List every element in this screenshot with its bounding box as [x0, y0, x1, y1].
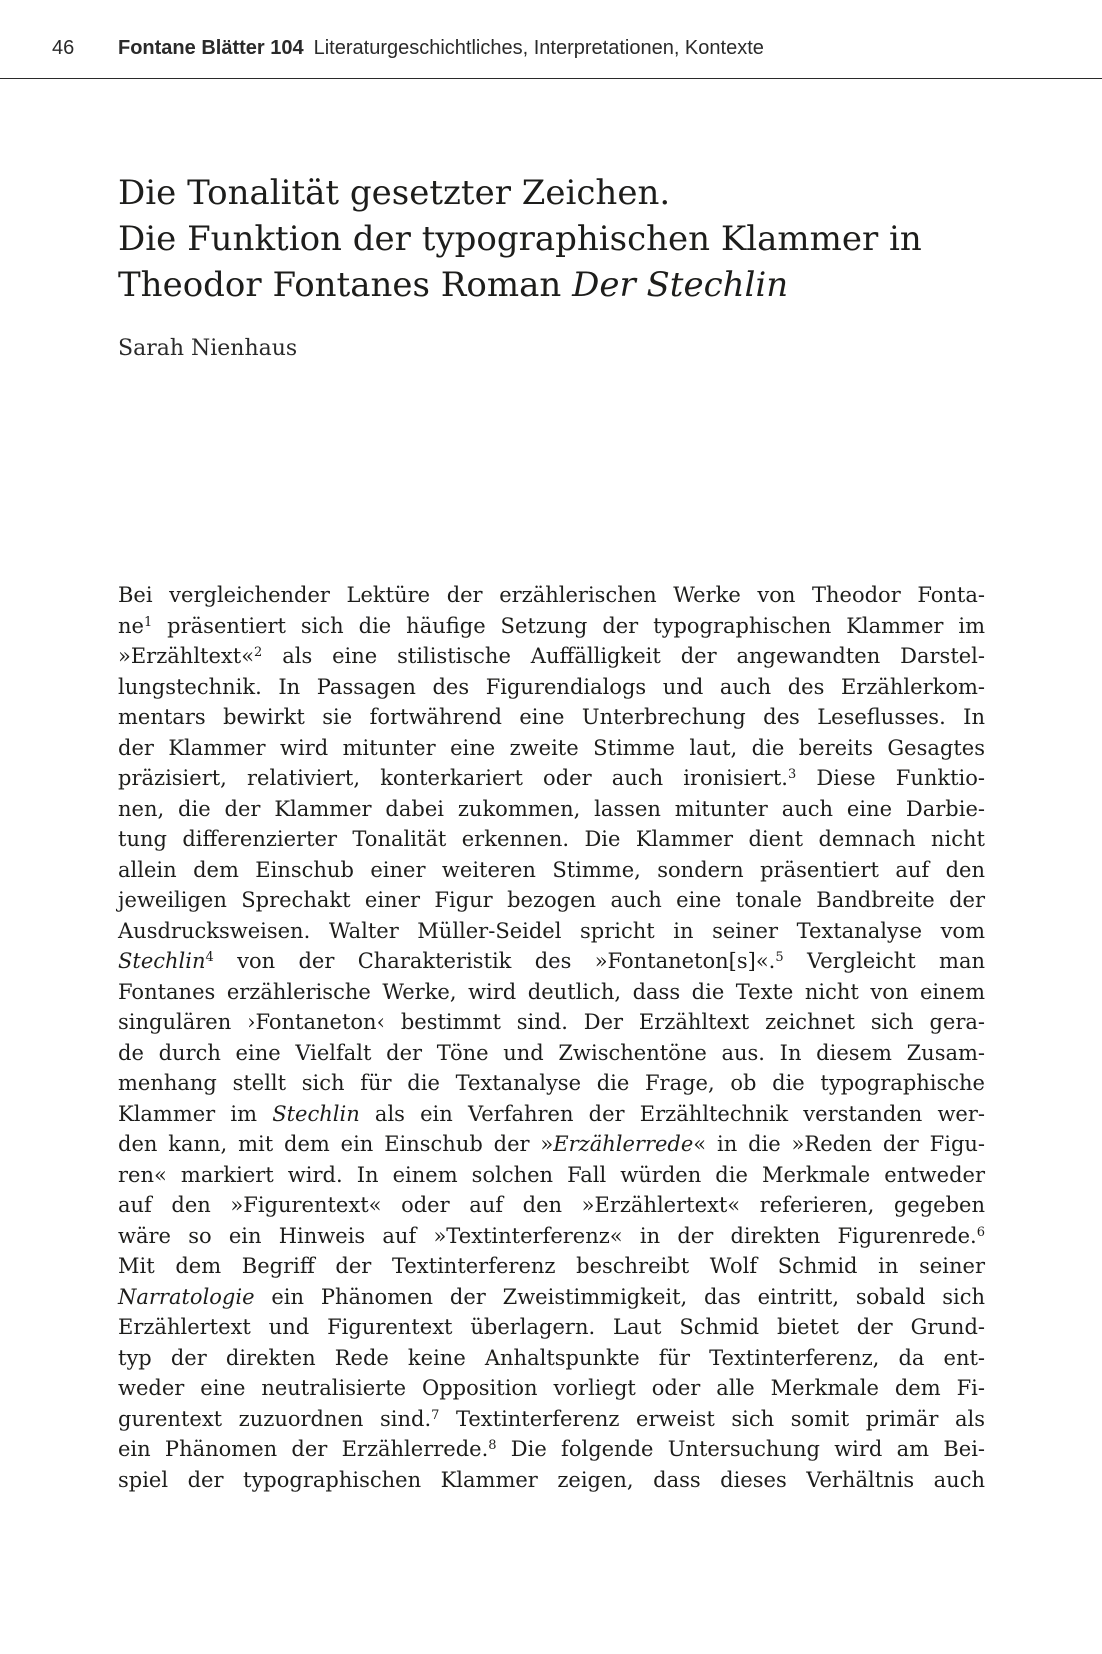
- text-span: ren« markiert wird. In einem solchen Fall würden die Merkmale entweder: [118, 1162, 985, 1187]
- text-line: [118, 1221, 985, 1252]
- footnote-ref: 7: [431, 1407, 440, 1423]
- text-line: [118, 1129, 985, 1160]
- author-name: Sarah Nienhaus: [118, 336, 298, 361]
- text-line: [118, 824, 985, 855]
- text-span: tung differenzierter Tonalität erkennen. Die Klammer dient demnach nicht: [118, 827, 985, 851]
- text-span: als eine stilistische Auffälligkeit der angewandten Darstel-: [262, 644, 985, 668]
- journal-title: [118, 37, 764, 60]
- text-line: [118, 794, 985, 825]
- title-line-3: [118, 262, 998, 308]
- text-span: ein Phänomen der Zweistimmigkeit, das eintritt, sobald sich: [254, 1284, 985, 1309]
- text-span: singulären ›Fontaneton‹ bestimmt sind. Der Erzähltext zeichnet sich gera-: [118, 1010, 985, 1034]
- text-line: [118, 885, 985, 916]
- text-span: präsentiert sich die häufige Setzung der typographischen Klammer im: [152, 613, 985, 638]
- italic-work-title: Narratologie: [118, 1284, 255, 1309]
- footnote-ref: 8: [488, 1438, 497, 1453]
- text-span: auf den »Figurentext« oder auf den »Erzählertext« referieren, gegeben: [118, 1193, 985, 1217]
- text-span: ne: [118, 613, 144, 638]
- text-span: präzisiert, relativiert, konterkariert oder auch ironisiert.: [118, 766, 788, 790]
- footnote-ref: 4: [205, 950, 214, 965]
- text-line: [118, 1068, 985, 1099]
- title-line-3-text: Theodor Fontanes Roman: [118, 265, 573, 305]
- text-line: [118, 1099, 985, 1130]
- text-span: lungstechnik. In Passagen des Figurendialogs und auch des Erzählerkom-: [118, 674, 985, 699]
- article-title: [118, 170, 998, 308]
- text-span: menhang stellt sich für die Textanalyse die Frage, ob die typographische: [118, 1071, 985, 1095]
- text-line: [118, 1282, 985, 1313]
- text-span: ein Phänomen der Erzählerrede.: [118, 1437, 489, 1461]
- text-span: spiel der typographischen Klammer zeigen, dass dieses Verhältnis auch: [118, 1467, 985, 1492]
- text-line: [118, 733, 985, 764]
- text-line: [118, 916, 985, 947]
- footnote-ref: 6: [976, 1224, 985, 1240]
- text-line: [118, 977, 985, 1008]
- text-line: [118, 1343, 985, 1374]
- text-span: als ein Verfahren der Erzähltechnik verstanden wer-: [359, 1101, 985, 1126]
- text-span: « in die »Reden der Figu-: [693, 1132, 986, 1156]
- footnote-ref: 2: [254, 645, 263, 660]
- text-line: [118, 946, 985, 977]
- italic-work-title: Stechlin: [272, 1101, 360, 1126]
- text-span: Fontanes erzählerische Werke, wird deutlich, dass die Texte nicht von einem: [118, 979, 985, 1004]
- text-span: »Erzähltext«: [118, 644, 255, 668]
- text-span: nen, die der Klammer dabei zukommen, lassen mitunter auch eine Darbie-: [118, 796, 985, 821]
- title-line-2: Die Funktion der typographischen Klammer in: [118, 219, 922, 259]
- text-span: den kann, mit dem ein Einschub der »: [118, 1132, 554, 1156]
- text-line: [118, 1404, 985, 1435]
- text-span: typ der direkten Rede keine Anhaltspunkte für Textinterferenz, da ent-: [118, 1345, 985, 1370]
- text-span: Diese Funktio-: [796, 766, 985, 790]
- text-line: [118, 1160, 985, 1191]
- text-line: [118, 702, 985, 733]
- text-span: von der Charakteristik des »Fontaneton[s]«.: [213, 949, 776, 973]
- text-span: Bei vergleichender Lektüre der erzählerischen Werke von Theodor Fonta-: [118, 583, 985, 607]
- section-name: Literaturgeschichtliches, Interpretationen, Kontexte: [313, 37, 764, 59]
- text-span: Ausdrucksweisen. Walter Müller-Seidel spricht in seiner Textanalyse vom: [118, 918, 985, 943]
- text-span: Textinterferenz erweist sich somit primär als: [439, 1406, 985, 1431]
- text-span: de durch eine Vielfalt der Töne und Zwischentöne aus. In diesem Zusam-: [118, 1040, 985, 1065]
- text-span: allein dem Einschub einer weiteren Stimme, sondern präsentiert auf den: [118, 857, 985, 882]
- page-number: 46: [52, 37, 75, 59]
- text-line: [118, 580, 985, 611]
- title-line-1: Die Tonalität gesetzter Zeichen.: [118, 173, 671, 213]
- text-line: [118, 855, 985, 886]
- text-line: [118, 672, 985, 703]
- text-line: [118, 1251, 985, 1282]
- text-line: [118, 1465, 985, 1496]
- footnote-ref: 3: [787, 767, 797, 782]
- text-span: Klammer im: [118, 1101, 273, 1126]
- text-span: mentars bewirkt sie fortwährend eine Unterbrechung des Leseflusses. In: [118, 705, 985, 729]
- text-line: [118, 1038, 985, 1069]
- text-line: [118, 1190, 985, 1221]
- text-span: weder eine neutralisierte Opposition vorliegt oder alle Merkmale dem Fi-: [118, 1376, 985, 1400]
- text-line: [118, 1312, 985, 1343]
- journal-name: Fontane Blätter 104: [118, 37, 304, 59]
- text-span: der Klammer wird mitunter eine zweite Stimme laut, die bereits Gesagtes: [118, 735, 985, 760]
- text-span: gurentext zuzuordnen sind.: [118, 1406, 432, 1431]
- text-line: [118, 1434, 985, 1465]
- footnote-ref: 1: [143, 614, 153, 630]
- text-span: Die folgende Untersuchung wird am Bei-: [496, 1437, 986, 1461]
- running-head: [0, 0, 1102, 79]
- text-line: [118, 763, 985, 794]
- text-line: [118, 641, 985, 672]
- text-line: [118, 611, 985, 642]
- text-span: Vergleicht man: [783, 949, 985, 973]
- text-span: jeweiligen Sprechakt einer Figur bezogen auch eine tonale Bandbreite der: [118, 888, 985, 912]
- title-work-name: Der Stechlin: [572, 265, 789, 305]
- text-span: Erzählertext und Figurentext überlagern. Laut Schmid bietet der Grund-: [118, 1315, 985, 1339]
- body-text: [118, 580, 985, 1495]
- italic-work-title: Stechlin: [118, 949, 206, 973]
- text-line: [118, 1007, 985, 1038]
- text-line: [118, 1373, 985, 1404]
- footnote-ref: 5: [775, 950, 784, 965]
- text-span: Mit dem Begriff der Textinterferenz beschreibt Wolf Schmid in seiner: [118, 1254, 985, 1278]
- italic-term: Erzählerrede: [553, 1132, 694, 1156]
- text-span: wäre so ein Hinweis auf »Textinterferenz« in der direkten Figurenrede.: [118, 1223, 977, 1248]
